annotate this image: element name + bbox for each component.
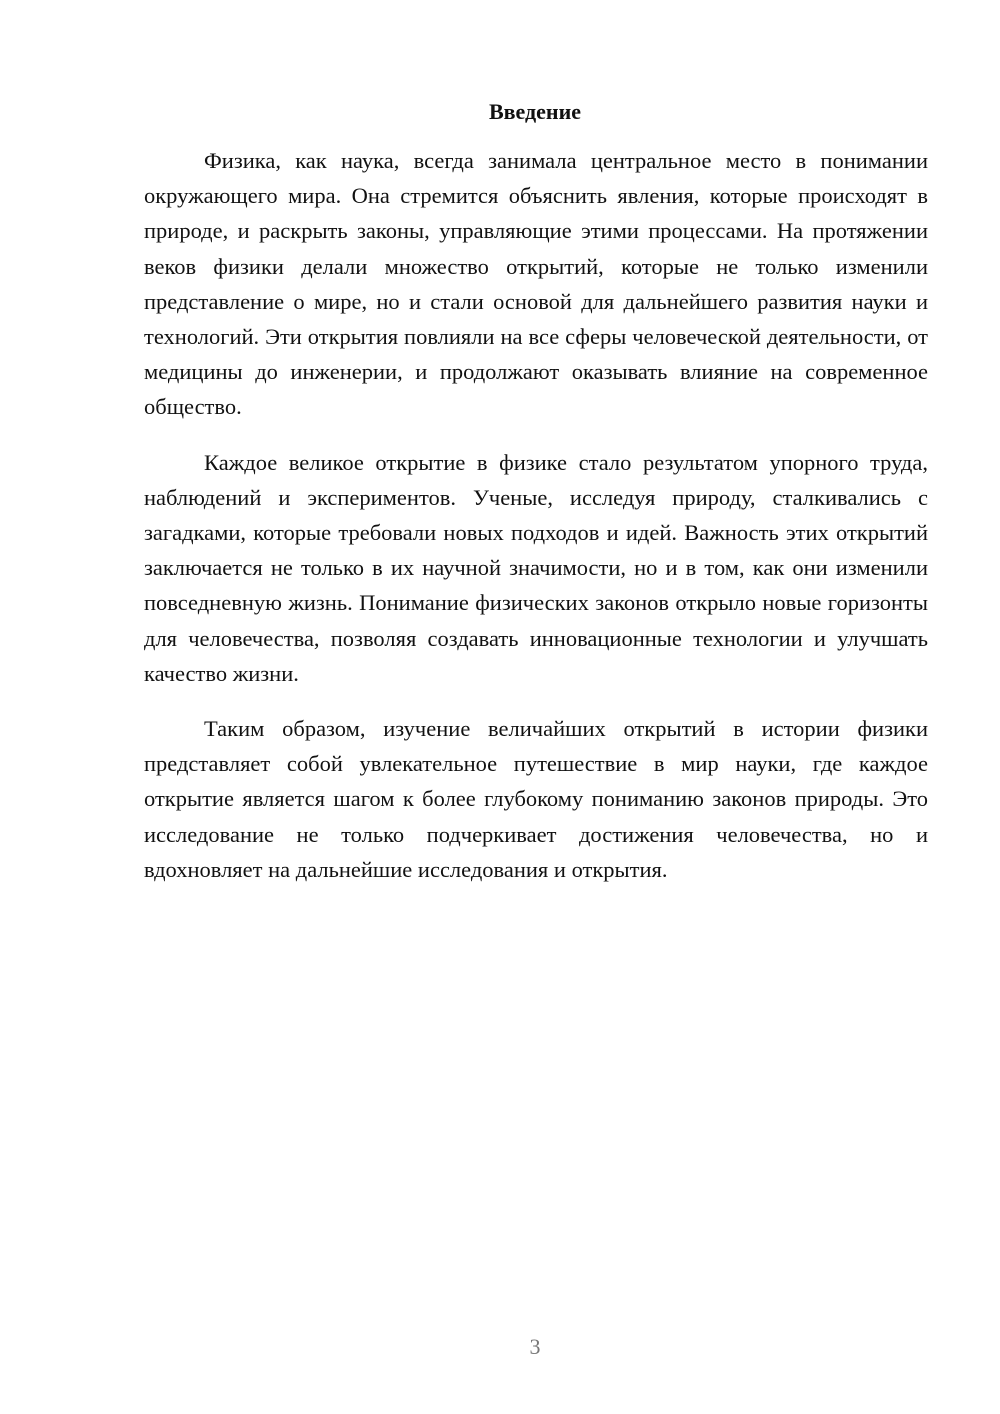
paragraph-1: Физика, как наука, всегда занимала центральное место в понимании окружающего мира. Она стремится объяснить явления, которые происходят в природе, и раскрыть законы, управляющие этими процессами. На протяжении веков физики делали множество открытий, которые не только изменили представление о мире, но и стали основой для дальнейшего развития науки и технологий. Эти открытия повлияли на все сферы человеческой деятельности, от медицины до инженерии, и продолжают оказывать влияние на современное общество.	[144, 148, 928, 420]
paragraph-2: Каждое великое открытие в физике стало результатом упорного труда, наблюдений и экспериментов. Ученые, исследуя природу, сталкивались с загадками, которые требовали новых подходов и идей. Важность этих открытий заключается не только в их научной значимости, но и в том, как они изменили повседневную жизнь. Понимание физических законов открыло новые горизонты для человечества, позволяя создавать инновационные технологии и улучшать качество жизни.	[144, 449, 928, 686]
page-number: 3	[529, 1334, 541, 1359]
paragraph-3: Таким образом, изучение величайших открытий в истории физики представляет собой увлекательное путешествие в мир науки, где каждое открытие является шагом к более глубокому пониманию законов природы. Это исследование не только подчеркивает достижения человечества, но и вдохновляет на дальнейшие исследования и открытия.	[144, 716, 928, 882]
body-text	[144, 143, 928, 907]
section-title: Введение	[488, 99, 582, 124]
